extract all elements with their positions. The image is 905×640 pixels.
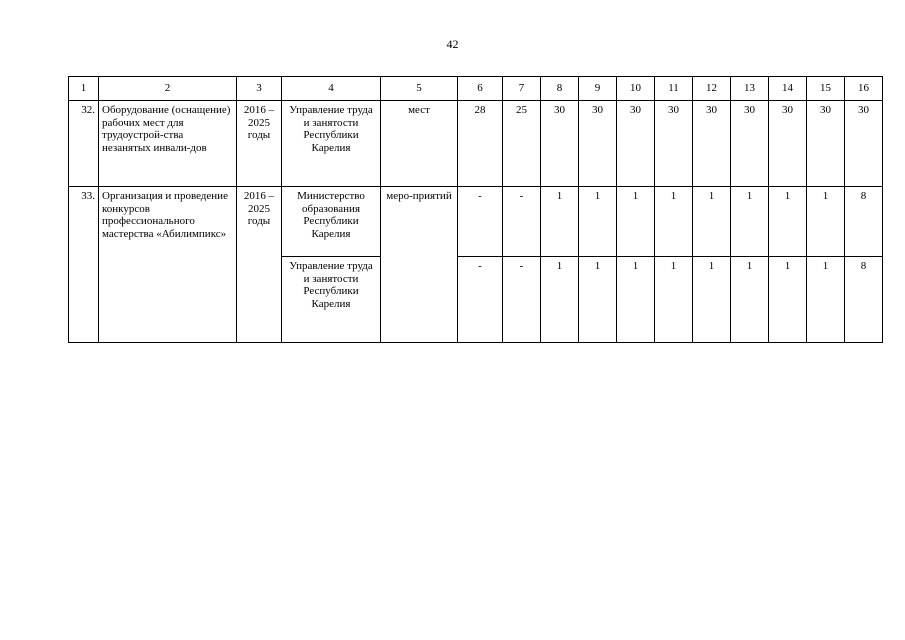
value-cell: 8 bbox=[845, 257, 883, 343]
row-number: 32. bbox=[69, 101, 99, 187]
header-cell: 7 bbox=[503, 77, 541, 101]
measure-name: Организация и проведение конкурсов профессионального мастерства «Абилимпикс» bbox=[99, 187, 237, 343]
value-cell: 1 bbox=[579, 257, 617, 343]
executor: Министерство образования Республики Карелия bbox=[282, 187, 381, 257]
value-cell: 1 bbox=[693, 257, 731, 343]
table-row-33a bbox=[69, 187, 883, 257]
unit: меро-приятий bbox=[381, 187, 458, 343]
value-cell: 1 bbox=[769, 257, 807, 343]
executor: Управление труда и занятости Республики Карелия bbox=[282, 257, 381, 343]
value-cell: 28 bbox=[458, 101, 503, 187]
value-cell: 1 bbox=[541, 187, 579, 257]
value-cell: 1 bbox=[541, 257, 579, 343]
value-cell: 1 bbox=[693, 187, 731, 257]
value-cell: 30 bbox=[655, 101, 693, 187]
value-cell: - bbox=[503, 257, 541, 343]
header-cell: 12 bbox=[693, 77, 731, 101]
value-cell: 1 bbox=[731, 257, 769, 343]
value-cell: 30 bbox=[693, 101, 731, 187]
period: 2016 – 2025 годы bbox=[237, 187, 282, 343]
value-cell: 8 bbox=[845, 187, 883, 257]
measure-name: Оборудование (оснащение) рабочих мест для трудоустрой-ства незанятых инвали-дов bbox=[99, 101, 237, 187]
value-cell: 30 bbox=[541, 101, 579, 187]
header-cell: 9 bbox=[579, 77, 617, 101]
row-number: 33. bbox=[69, 187, 99, 343]
header-cell: 3 bbox=[237, 77, 282, 101]
value-cell: 30 bbox=[807, 101, 845, 187]
value-cell: 1 bbox=[617, 257, 655, 343]
value-cell: 30 bbox=[769, 101, 807, 187]
indicators-table bbox=[68, 76, 883, 343]
value-cell: 1 bbox=[617, 187, 655, 257]
value-cell: 1 bbox=[731, 187, 769, 257]
header-cell: 16 bbox=[845, 77, 883, 101]
value-cell: 1 bbox=[807, 187, 845, 257]
value-cell: 1 bbox=[769, 187, 807, 257]
header-cell: 2 bbox=[99, 77, 237, 101]
header-cell: 15 bbox=[807, 77, 845, 101]
value-cell: - bbox=[503, 187, 541, 257]
header-cell: 10 bbox=[617, 77, 655, 101]
value-cell: 30 bbox=[845, 101, 883, 187]
unit: мест bbox=[381, 101, 458, 187]
header-cell: 5 bbox=[381, 77, 458, 101]
period: 2016 – 2025 годы bbox=[237, 101, 282, 187]
header-cell: 13 bbox=[731, 77, 769, 101]
table-row-32 bbox=[69, 101, 883, 187]
header-cell: 11 bbox=[655, 77, 693, 101]
header-cell: 8 bbox=[541, 77, 579, 101]
value-cell: 30 bbox=[579, 101, 617, 187]
executor: Управление труда и занятости Республики Карелия bbox=[282, 101, 381, 187]
value-cell: 1 bbox=[655, 257, 693, 343]
header-cell: 14 bbox=[769, 77, 807, 101]
value-cell: 30 bbox=[731, 101, 769, 187]
value-cell: - bbox=[458, 257, 503, 343]
page-number: 42 bbox=[446, 37, 459, 51]
value-cell: 25 bbox=[503, 101, 541, 187]
value-cell: 30 bbox=[617, 101, 655, 187]
table-header-row bbox=[69, 77, 883, 101]
value-cell: 1 bbox=[807, 257, 845, 343]
header-cell: 1 bbox=[69, 77, 99, 101]
header-cell: 4 bbox=[282, 77, 381, 101]
value-cell: - bbox=[458, 187, 503, 257]
header-cell: 6 bbox=[458, 77, 503, 101]
value-cell: 1 bbox=[579, 187, 617, 257]
value-cell: 1 bbox=[655, 187, 693, 257]
